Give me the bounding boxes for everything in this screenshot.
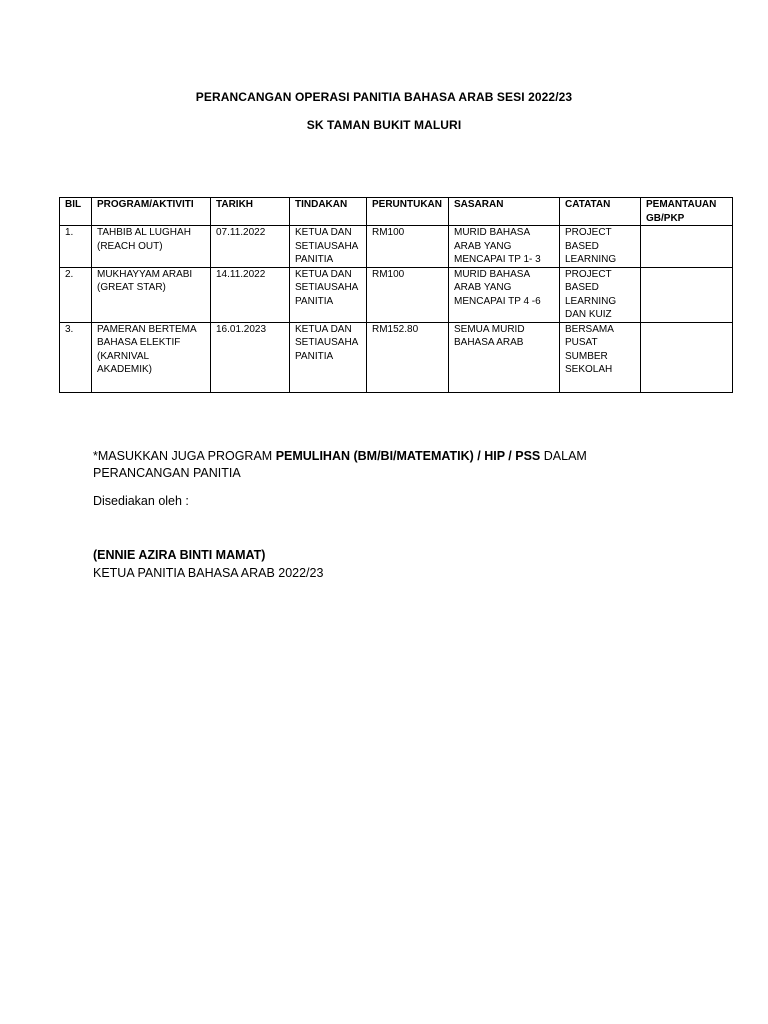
header-program: PROGRAM/AKTIVITI [92,198,211,226]
note-emphasis: PEMULIHAN (BM/BI/MATEMATIK) / HIP / PSS [275,449,541,463]
table-row [60,267,733,322]
header-tarikh: TARIKH [211,198,290,226]
cell-sasaran: SEMUA MURID BAHASA ARAB [449,322,560,392]
cell-tindakan: KETUA DAN SETIAUSAHA PANITIA [290,267,367,322]
table-row [60,226,733,268]
cell-peruntukan: RM100 [367,267,449,322]
cell-tarikh: 14.11.2022 [211,267,290,322]
cell-bil: 2. [60,267,92,322]
cell-pemantauan [641,226,733,268]
cell-catatan: PROJECT BASED LEARNING [560,226,641,268]
note-suffix: DALAM PERANCANGAN PANITIA [93,449,587,480]
signer-role: KETUA PANITIA BAHASA ARAB 2022/23 [93,566,324,580]
note-prefix: *MASUKKAN JUGA PROGRAM [93,449,276,463]
cell-bil: 1. [60,226,92,268]
cell-tarikh: 07.11.2022 [211,226,290,268]
cell-peruntukan: RM100 [367,226,449,268]
operation-plan-table [59,197,733,393]
header-sasaran: SASARAN [449,198,560,226]
cell-peruntukan: RM152.80 [367,322,449,392]
header-peruntukan: PERUNTUKAN [367,198,449,226]
cell-bil: 3. [60,322,92,392]
cell-sasaran: MURID BAHASA ARAB YANG MENCAPAI TP 4 -6 [449,267,560,322]
header-catatan: CATATAN [560,198,641,226]
school-name: SK TAMAN BUKIT MALURI [306,118,462,132]
cell-program: PAMERAN BERTEMA BAHASA ELEKTIF (KARNIVAL AKADEMIK) [92,322,211,392]
document-title: PERANCANGAN OPERASI PANITIA BAHASA ARAB SESI 2022/23 [195,90,573,104]
cell-tindakan: KETUA DAN SETIAUSAHA PANITIA [290,322,367,392]
cell-program: MUKHAYYAM ARABI (GREAT STAR) [92,267,211,322]
cell-catatan: BERSAMA PUSAT SUMBER SEKOLAH [560,322,641,392]
cell-tindakan: KETUA DAN SETIAUSAHA PANITIA [290,226,367,268]
cell-tarikh: 16.01.2023 [211,322,290,392]
cell-catatan: PROJECT BASED LEARNING DAN KUIZ [560,267,641,322]
cell-pemantauan [641,267,733,322]
cell-sasaran: MURID BAHASA ARAB YANG MENCAPAI TP 1- 3 [449,226,560,268]
cell-program: TAHBIB AL LUGHAH (REACH OUT) [92,226,211,268]
signer-name: (ENNIE AZIRA BINTI MAMAT) [93,548,266,562]
header-pemantauan: PEMANTAUAN GB/PKP [641,198,733,226]
prepared-by-label: Disediakan oleh : [93,494,189,508]
planning-note [93,448,653,482]
table-row [60,322,733,392]
cell-pemantauan [641,322,733,392]
header-bil: BIL [60,198,92,226]
table-header-row [60,198,733,226]
header-tindakan: TINDAKAN [290,198,367,226]
